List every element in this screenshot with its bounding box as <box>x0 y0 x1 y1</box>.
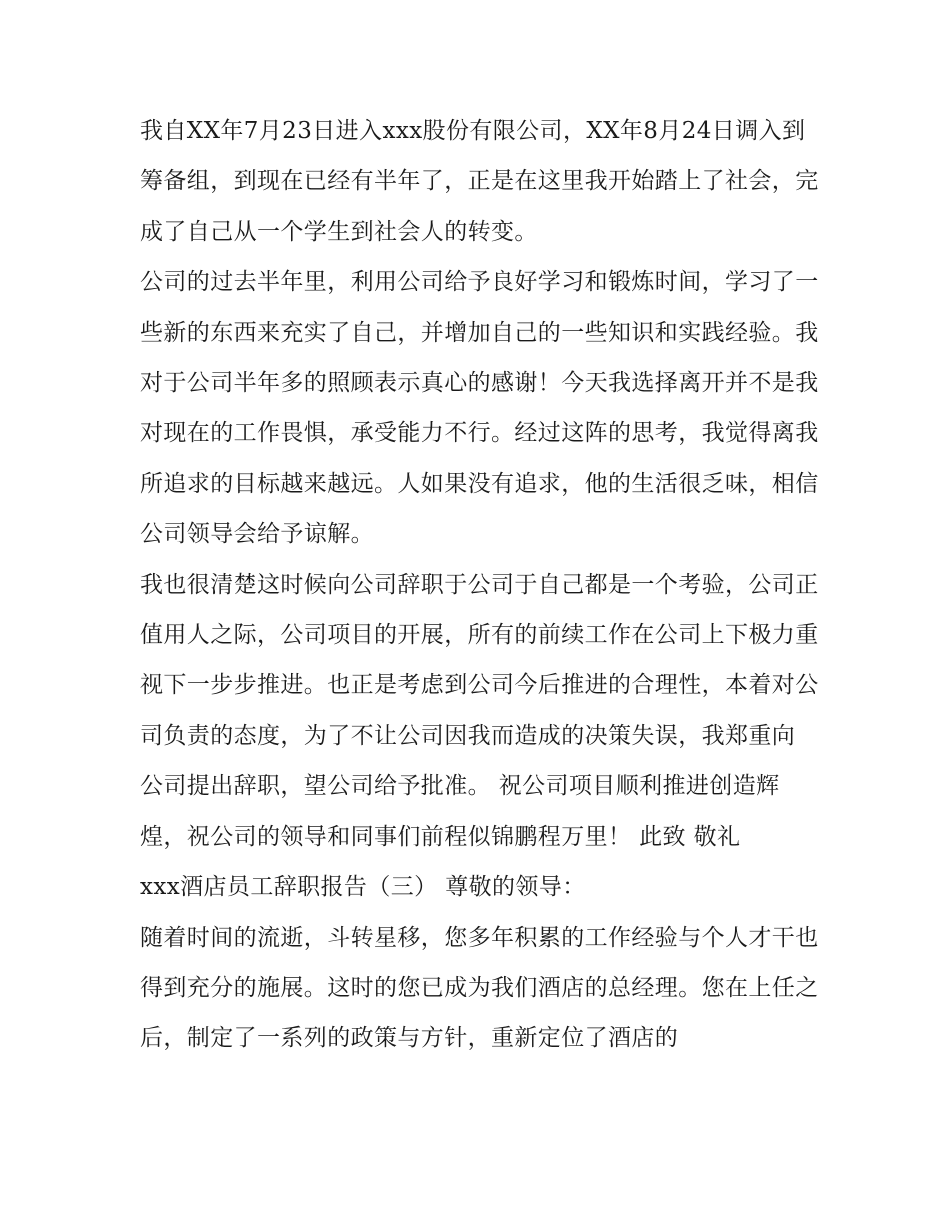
paragraph-reason: 我也很清楚这时候向公司辞职于公司于自己都是一个考验，公司正值用人之际，公司项目的开展，所有的前续工作在公司上下极力重视下一步步推进。也正是考虑到公司今后推进的合理性，本着对公司负责的态度，为了不让公司因我而造成的决策失误，我郑重向 <box>140 571 819 749</box>
document-body <box>140 106 820 1064</box>
paragraph-gratitude: 公司的过去半年里，利用公司给予良好学习和锻炼时间，学习了一些新的东西来充实了自己，并增加自己的一些知识和实践经验。我对于公司半年多的照顾表示真心的感谢！今天我选择离开并不是我对现在的工作畏惧，承受能力不行。经过这阵的思考，我觉得离我所追求的目标越来越远。人如果没有追求，他的生活很乏味，相信公司领导会给予谅解。 <box>140 269 819 548</box>
paragraph-continuation: 随着时间的流逝，斗转星移，您多年积累的工作经验与个人才干也得到充分的施展。这时的您已成为我们酒店的总经理。您在上任之后，制定了一系列的政策与方针，重新定位了酒店的 <box>140 924 819 1052</box>
paragraph-closing: 公司提出辞职，望公司给予批准。 祝公司项目顺利推进创造辉煌，祝公司的领导和同事们前程似锦鹏程万里！ 此致 敬礼 <box>140 773 780 850</box>
section-heading: xxx酒店员工辞职报告（三） 尊敬的领导： <box>140 874 586 901</box>
paragraph-intro: 我自XX年7月23日进入xxx股份有限公司，XX年8月24日调入到筹备组，到现在已经有半年了，正是在这里我开始踏上了社会，完成了自己从一个学生到社会人的转变。 <box>140 118 819 245</box>
